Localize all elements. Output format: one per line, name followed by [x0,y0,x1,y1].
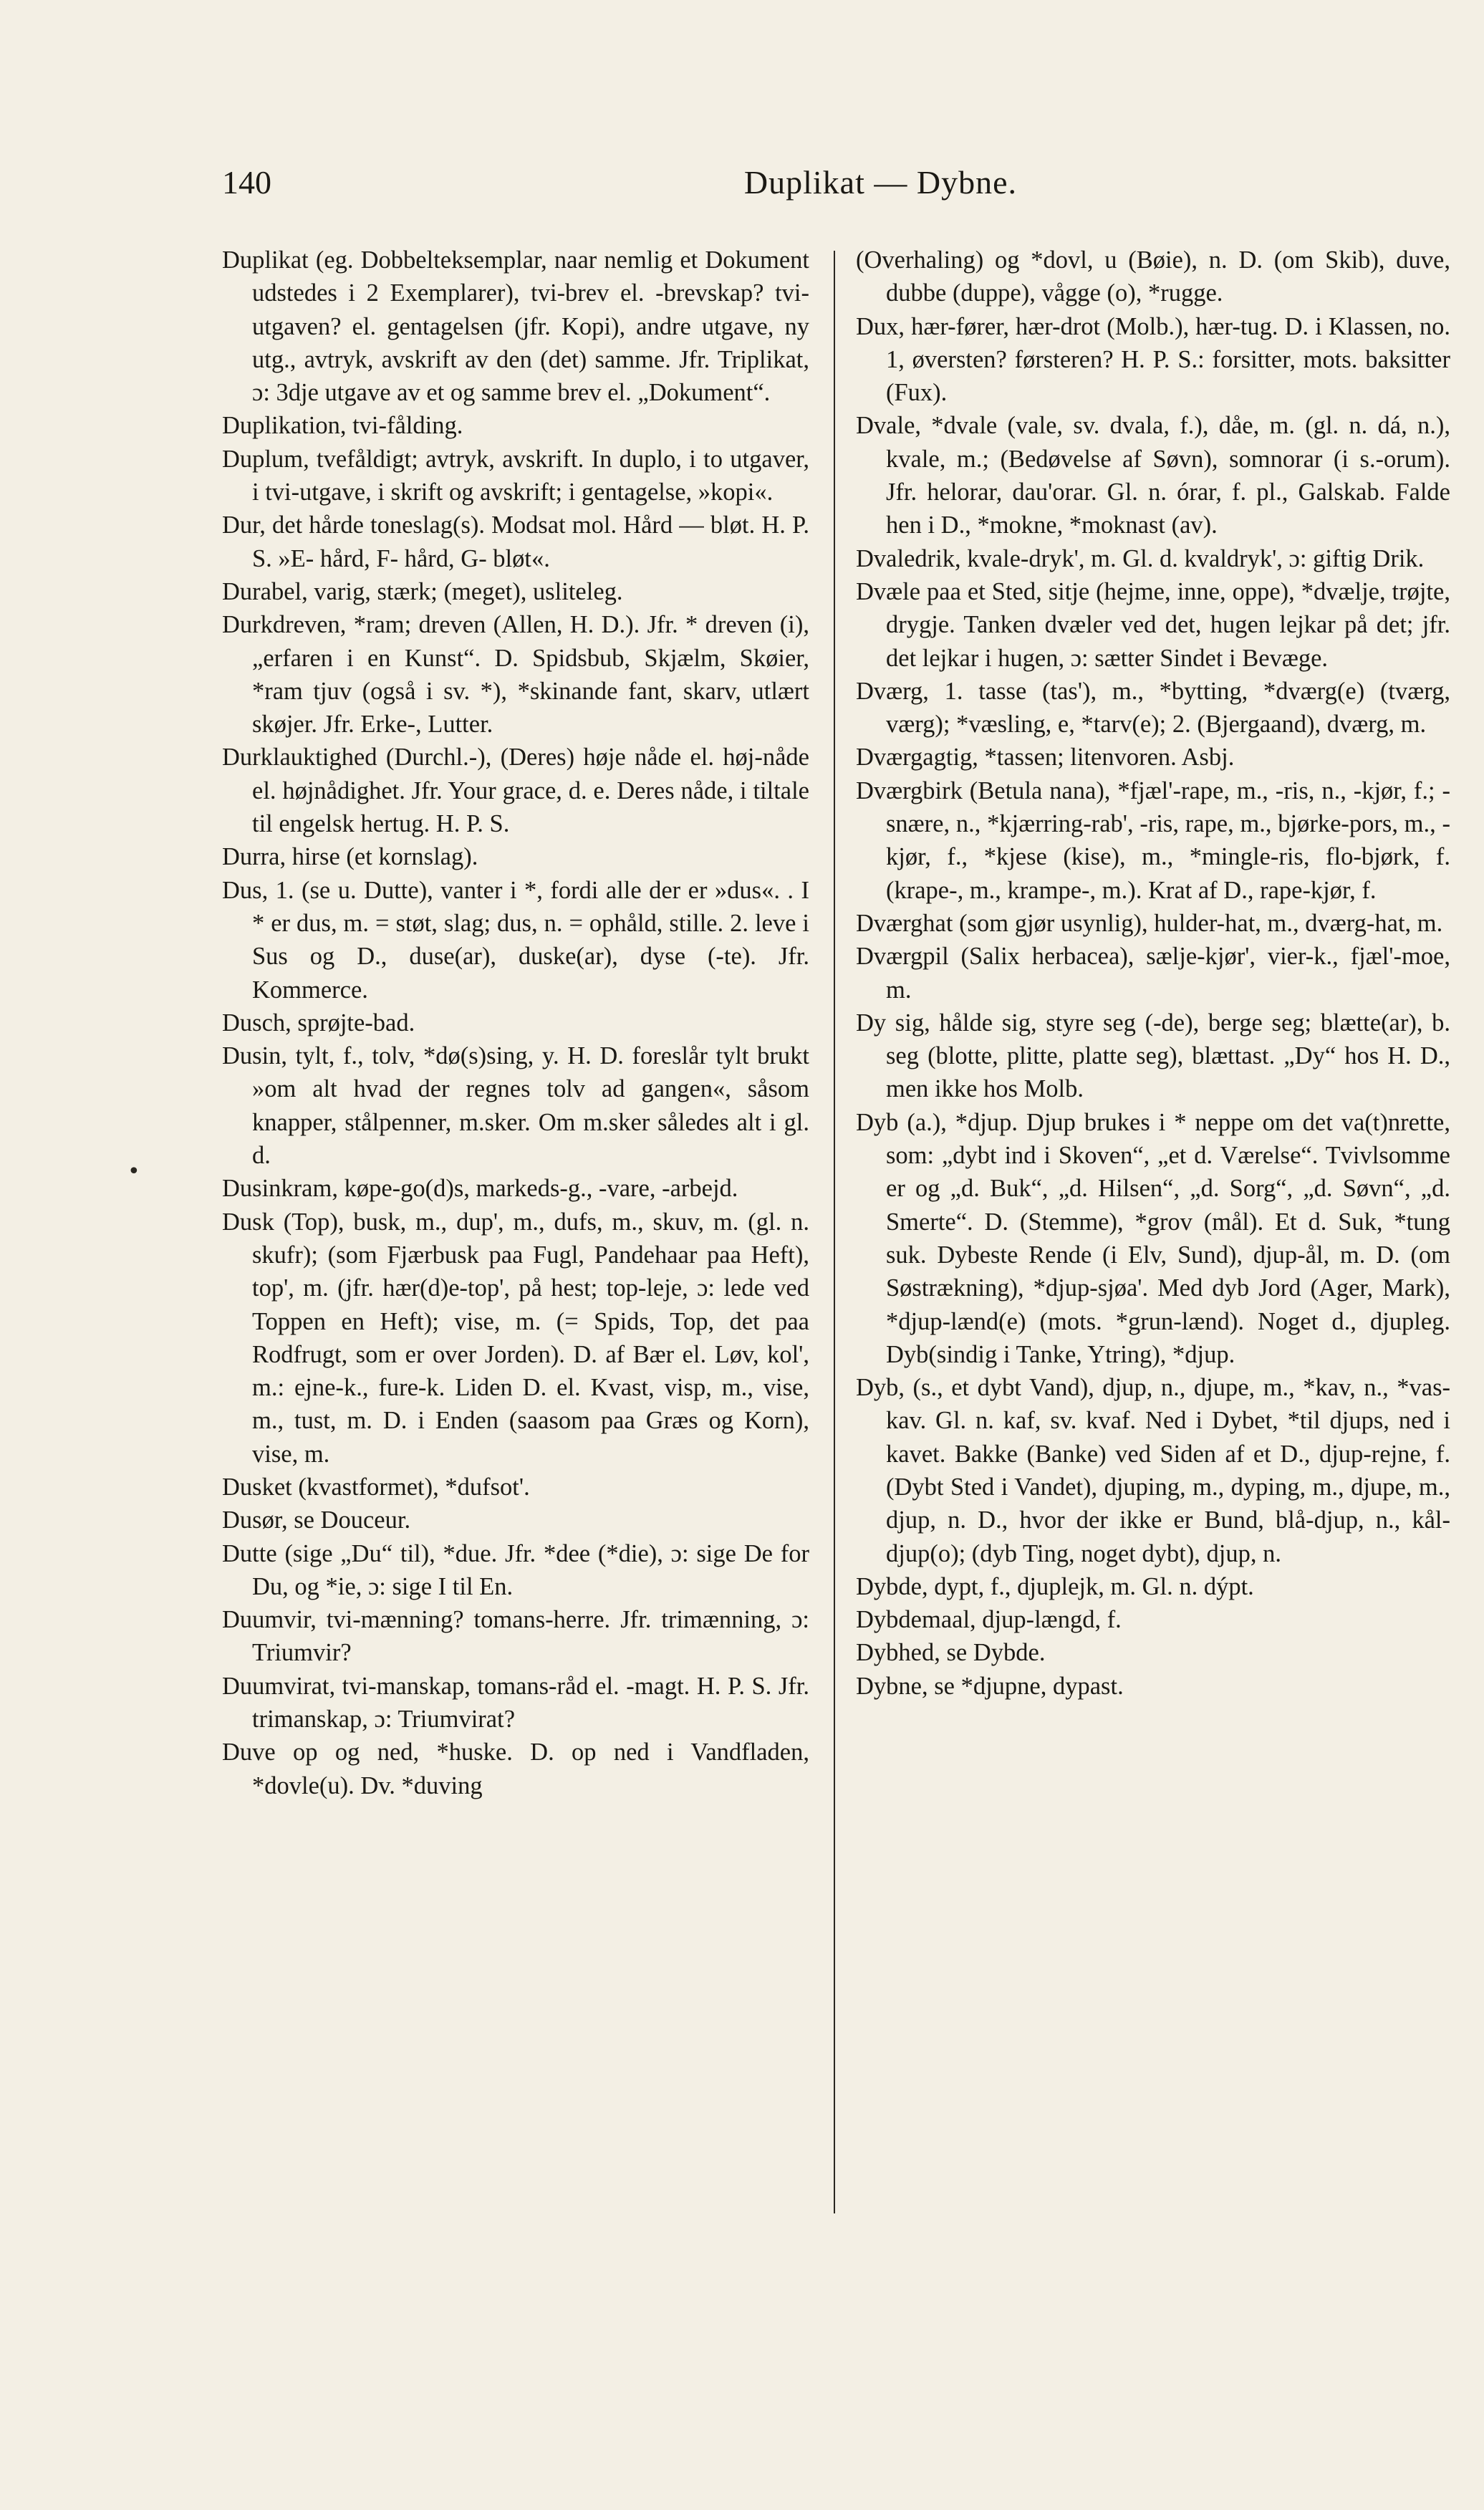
margin-mark: • [127,1159,140,1184]
dictionary-entry: Dybne, se *djupne, dypast. [856,1672,1124,1700]
dictionary-entry: Durkdreven, *ram; dreven (Allen, H. D.). Jfr. * dreven (i), „erfaren i en Kunst“. D. Spidsbub, Skjælm, Skøier, *ram tjuv (også i sv. *), *skinande fant, skarv, utlært skøjer. Jfr. Erke-, Lutter. [222,611,809,739]
dictionary-entry: Dvaledrik, kvale-dryk', m. Gl. d. kvaldryk', ɔ: giftig Drik. [856,544,1425,572]
dictionary-entry: Dvale, *dvale (vale, sv. dvala, f.), dåe, m. (gl. n. dá, n.), kvale, m.; (Bedøvelse af Søvn), somnorar (i s.-orum). Jfr. helorar, dau'orar. Gl. n. órar, f. pl., Galskab. Falde hen i D., *mokne, *moknast (av). [856,412,1450,539]
dictionary-entry: Dværghat (som gjør usynlig), hulder-hat, m., dværg-hat, m. [856,909,1443,937]
dictionary-entry: Duumvir, tvi-mænning? tomans-herre. Jfr. trimænning, ɔ: Triumvir? [222,1606,809,1667]
dictionary-entry: Dværg, 1. tasse (tas'), m., *bytting, *dværg(e) (tværg, værg); *væsling, e, *tarv(e); 2. (Bjergaand), dværg, m. [856,677,1450,739]
dictionary-entry: Dur, det hårde toneslag(s). Modsat mol. Hård — bløt. H. P. S. »E- hård, F- hård, G- bløt«. [222,511,809,572]
dictionary-entry: Duve op og ned, *huske. D. op ned i Vandfladen, *dovle(u). Dv. *duving [222,1739,809,1799]
dictionary-entry: Dværgagtig, *tassen; litenvoren. Asbj. [856,744,1235,771]
left-column [222,244,809,1802]
dictionary-entry: Dværgbirk (Betula nana), *fjæl'-rape, m., -ris, n., -kjør, f.; -snære, n., *kjærring-rab', -ris, rape, m., bjørke-pors, m., -kjør, f., *kjese (kise), m., *mingle-ris, flo-bjørk, f. (krape-, m., krampe-, m.). Krat af D., rape-kjør, f. [856,776,1450,904]
column-divider [834,251,835,2213]
dictionary-entry: Dusket (kvastformet), *dufsot'. [222,1473,530,1501]
dictionary-entry: (Overhaling) og *dovl, u (Bøie), n. D. (om Skib), duve, dubbe (duppe), vågge (o), *rugge. [856,246,1450,307]
dictionary-entry: Duplum, tvefåldigt; avtryk, avskrift. In duplo, i to utgaver, i tvi-utgave, i skrift og avskrift; i gentagelse, »kopi«. [222,445,809,506]
page-header [222,163,1017,213]
dictionary-entry: Dværgpil (Salix herbacea), sælje-kjør', vier-k., fjæl'-moe, m. [856,943,1450,1004]
right-column [856,244,1450,1703]
dictionary-entry: Dutte (sige „Du“ til), *due. Jfr. *dee (*die), ɔ: sige De for Du, og *ie, ɔ: sige I til En. [222,1539,809,1600]
dictionary-entry: Dybhed, se Dybde. [856,1639,1046,1667]
dictionary-entry: Dy sig, hålde sig, styre seg (-de), berge seg; blætte(ar), b. seg (blotte, plitte, platte seg), blættast. „Dy“ hos H. D., men ikke hos Molb. [856,1009,1450,1103]
dictionary-entry: Dus, 1. (se u. Dutte), vanter i *, fordi alle der er »dus«. . I * er dus, m. = støt, slag; dus, n. = ophåld, stille. 2. leve i Sus og D., duse(ar), duske(ar), dyse (-te). Jfr. Kommerce. [222,876,809,1004]
running-head: Duplikat — Dybne. [743,164,1017,201]
dictionary-entry: Dyb (a.), *djup. Djup brukes i * neppe om det va(t)nrette, som: „dybt ind i Skoven“, „et d. Værelse“. Tvivlsomme er og „d. Buk“, „d. Hilsen“, „d. Sorg“, „d. Søvn“, „d. Smerte“. D. (Stemme), *grov (mål). Et d. Suk, *tung suk. Dybeste Rende (i Elv, Sund), djup-ål, m. D. (om Søstrækning), *djup-sjøa'. Med dyb Jord (Ager, Mark), *djup-lænd(e) (mots. *grun-lænd). Noget d., djupleg. Dyb(sindig i Tanke, Ytring), *djup. [856,1108,1450,1368]
dictionary-entry: Dvæle paa et Sted, sitje (hejme, inne, oppe), *dvælje, trøjte, drygje. Tanken dvæler ved det, hugen lejkar på det; jfr. det lejkar i hugen, ɔ: sætter Sindet i Bevæge. [856,577,1450,672]
dictionary-entry: Duplikation, tvi-fålding. [222,412,463,440]
dictionary-entry: Durklauktighed (Durchl.-), (Deres) høje nåde el. høj-nåde el. højnådighet. Jfr. Your grace, d. e. Deres nåde, i tiltale til engelsk hertug. H. P. S. [222,744,809,838]
dictionary-entry: Dybdemaal, djup-længd, f. [856,1606,1122,1634]
dictionary-entry: Dusch, sprøjte-bad. [222,1009,415,1037]
dictionary-entry: Durabel, varig, stærk; (meget), usliteleg. [222,577,623,605]
page-number: 140 [222,164,271,201]
dictionary-entry: Dusør, se Douceur. [222,1506,411,1534]
dictionary-entry: Dusin, tylt, f., tolv, *dø(s)sing, y. H. D. foreslår tylt brukt »om alt hvad der regnes tolv ad gangen«, såsom knapper, stålpenner, m.sker. Om m.sker således alt i gl. d. [222,1042,809,1170]
dictionary-entry: Duplikat (eg. Dobbelteksemplar, naar nemlig et Dokument udstedes i 2 Exemplarer), tvi-brev el. -brevskap? tvi-utgaven? el. gentagelsen (jfr. Kopi), andre utgave, ny utg., avtryk, avskrift av den (det) samme. Jfr. Triplikat, ɔ: 3dje utgave av et og samme brev el. „Dokument“. [222,246,809,407]
dictionary-entry: Dux, hær-fører, hær-drot (Molb.), hær-tug. D. i Klassen, no. 1, øversten? førsteren? H. P. S.: forsitter, mots. baksitter (Fux). [856,312,1450,407]
dictionary-entry: Duumvirat, tvi-manskap, tomans-råd el. -magt. H. P. S. Jfr. trimanskap, ɔ: Triumvirat? [222,1672,809,1734]
dictionary-entry: Dusk (Top), busk, m., dup', m., dufs, m., skuv, m. (gl. n. skufr); (som Fjærbusk paa Fugl, Pandehaar paa Heft), top', m. (jfr. hær(d)e-top', på hest; top-leje, ɔ: lede ved Toppen en Heft); vise, m. (= Spids, Top, det paa Rodfrugt, som er over Jorden). D. af Bær el. Løv, kol', m.: ejne-k., fure-k. Liden D. el. Kvast, visp, m., vise, m., tust, m. D. i Enden (saasom paa Græs og Korn), vise, m. [222,1208,809,1468]
dictionary-entry: Durra, hirse (et kornslag). [222,843,478,871]
dictionary-entry: Dusinkram, køpe-go(d)s, markeds-g., -vare, -arbejd. [222,1175,738,1203]
dictionary-entry: Dybde, dypt, f., djuplejk, m. Gl. n. dýpt. [856,1572,1254,1600]
dictionary-entry: Dyb, (s., et dybt Vand), djup, n., djupe, m., *kav, n., *vas-kav. Gl. n. kaf, sv. kvaf. Ned i Dybet, *til djups, ned i kavet. Bakke (Banke) ved Siden af et D., djup-rejne, f. (Dybt Sted i Vandet), djuping, m., dyping, m., djupe, m., djup, n. D., hvor der ikke er Bund, blå-djup, n., kål-djup(o); (dyb Ting, noget dybt), djup, n. [856,1374,1450,1567]
